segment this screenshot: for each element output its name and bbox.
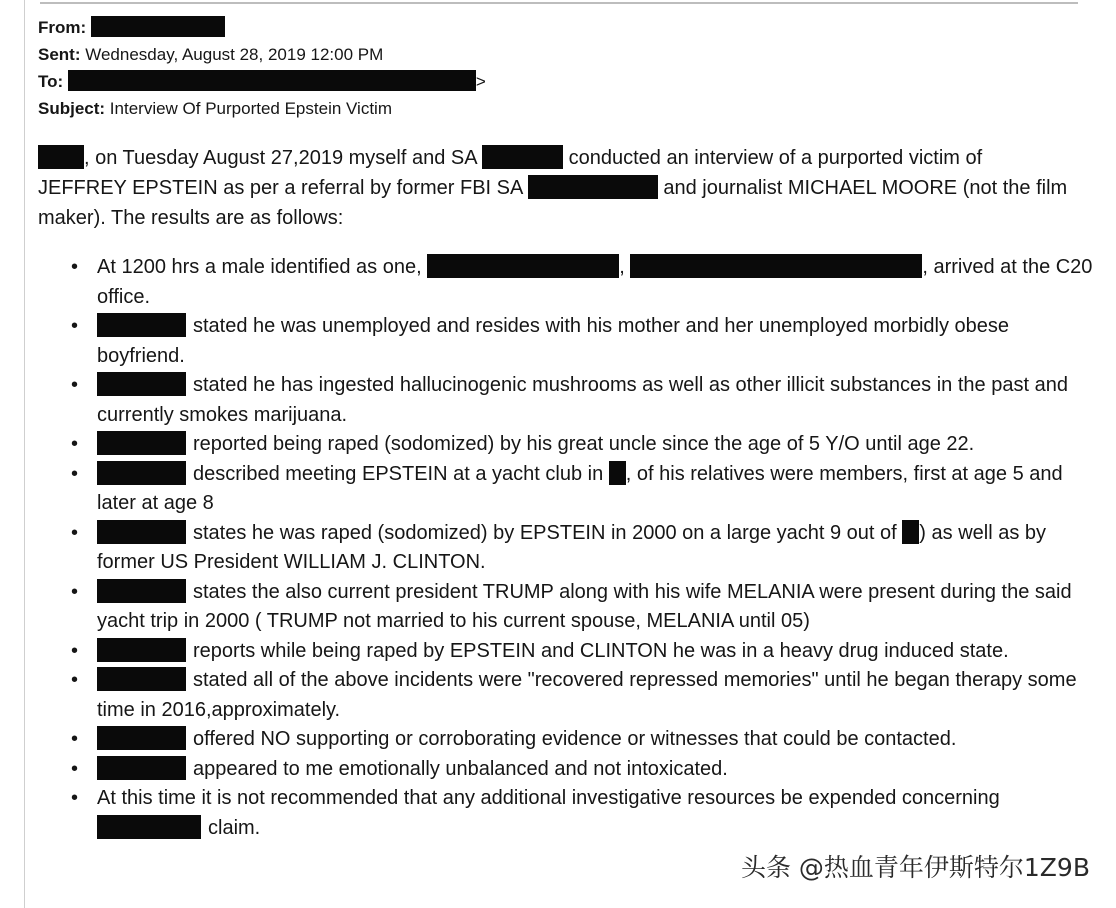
redaction-name — [97, 726, 186, 750]
redaction-name — [97, 431, 186, 455]
finding-text: described meeting EPSTEIN at a yacht club in — [193, 462, 604, 485]
finding-text: , — [619, 256, 625, 278]
redaction-name — [97, 638, 186, 662]
finding-text: states the also current president TRUMP along with his wife MELANIA were present during the said yacht trip in 2000 ( TRUMP not married to his current spouse, MELANIA until 05) — [97, 580, 1072, 632]
list-item — [38, 666, 1097, 725]
finding-text: , of his relatives were members, first at age 5 and later at age 8 — [97, 462, 1063, 514]
redaction-intro-1 — [38, 145, 84, 169]
to-line — [38, 68, 1098, 95]
findings-list — [38, 253, 1098, 843]
finding-text: appeared to me emotionally unbalanced and not intoxicated. — [193, 757, 728, 780]
bullet-icon: • — [71, 757, 79, 780]
bullet-icon: • — [71, 728, 79, 750]
intro-text-2: conducted an interview of a purported victim of JEFFREY EPSTEIN as per a referral by former FBI SA — [38, 147, 983, 199]
list-item — [38, 312, 1097, 371]
redaction-intro-3 — [528, 175, 658, 199]
finding-text: reported being raped (sodomized) by his great uncle since the age of 5 Y/O until age 22. — [193, 433, 975, 455]
redaction-name — [97, 815, 201, 839]
redaction-from — [91, 16, 225, 37]
bullet-icon: • — [71, 315, 79, 337]
redaction-detail — [902, 520, 919, 544]
list-item — [38, 637, 1097, 667]
finding-text: , arrived at the C20 office. — [97, 256, 1093, 308]
finding-text: claim. — [208, 816, 261, 839]
list-item — [38, 755, 1097, 785]
intro-paragraph — [38, 143, 1068, 233]
from-line — [38, 14, 1098, 41]
to-label: To: — [38, 72, 64, 91]
sent-line — [38, 41, 1098, 68]
finding-text: reports while being raped by EPSTEIN and CLINTON he was in a heavy drug induced state. — [193, 639, 1009, 662]
finding-text: At 1200 hrs a male identified as one, — [97, 256, 422, 278]
redaction-name — [97, 461, 186, 485]
bullet-icon: • — [71, 374, 79, 396]
redaction-name — [97, 667, 186, 691]
list-item — [38, 578, 1097, 637]
finding-text: states he was raped (sodomized) by EPSTEIN in 2000 on a large yacht 9 out of — [193, 521, 897, 544]
redaction-name — [97, 372, 186, 396]
redaction-intro-2 — [482, 145, 563, 169]
finding-text: offered NO supporting or corroborating evidence or witnesses that could be contacted. — [193, 728, 957, 750]
list-item — [38, 460, 1097, 519]
bullet-icon: • — [71, 462, 79, 485]
bullet-icon: • — [71, 787, 79, 809]
redaction-name — [97, 756, 186, 780]
finding-text: stated he has ingested hallucinogenic mushrooms as well as other illicit substances in the past and currently smokes marijuana. — [97, 374, 1068, 426]
subject-value: Interview Of Purported Epstein Victim — [109, 99, 392, 118]
bullet-icon: • — [71, 256, 79, 278]
bullet-icon: • — [71, 433, 79, 455]
bullet-icon: • — [71, 639, 79, 662]
bullet-icon: • — [71, 669, 79, 691]
finding-text: stated he was unemployed and resides with his mother and her unemployed morbidly obese boyfriend. — [97, 315, 1010, 367]
email-document — [38, 14, 1098, 843]
finding-text: At this time it is not recommended that any additional investigative resources be expended concerning — [97, 787, 1000, 809]
finding-text: ) as well as by former US President WILLIAM J. CLINTON. — [97, 521, 1047, 573]
left-divider — [24, 0, 25, 908]
to-suffix: > — [475, 72, 486, 91]
redaction-name — [97, 520, 186, 544]
list-item — [38, 725, 1097, 755]
top-divider — [40, 2, 1078, 4]
watermark-text: 头条 @热血青年伊斯特尔1Z9B — [740, 853, 1090, 882]
intro-text-1: , on Tuesday August 27,2019 myself and SA — [84, 147, 477, 169]
sent-label: Sent: — [38, 45, 81, 64]
from-label: From: — [38, 18, 87, 37]
redaction-to — [68, 70, 476, 91]
redaction-name — [427, 254, 619, 278]
finding-text: stated all of the above incidents were "recovered repressed memories" until he began therapy some time in 2016,approximately. — [97, 669, 1077, 721]
list-item — [38, 371, 1097, 430]
subject-label: Subject: — [38, 99, 106, 118]
list-item — [38, 784, 1097, 843]
list-item — [38, 430, 1097, 460]
redaction-location — [609, 461, 626, 485]
redaction-name — [97, 313, 186, 337]
redaction-name — [630, 254, 922, 278]
redaction-name — [97, 579, 186, 603]
intro-text-3: and journalist MICHAEL MOORE (not the film maker). The results are as follows: — [38, 177, 1068, 229]
list-item — [38, 253, 1097, 312]
bullet-icon: • — [71, 521, 79, 544]
sent-value: Wednesday, August 28, 2019 12:00 PM — [85, 45, 384, 64]
list-item — [38, 519, 1097, 578]
subject-line — [38, 95, 1098, 122]
bullet-icon: • — [71, 580, 79, 603]
